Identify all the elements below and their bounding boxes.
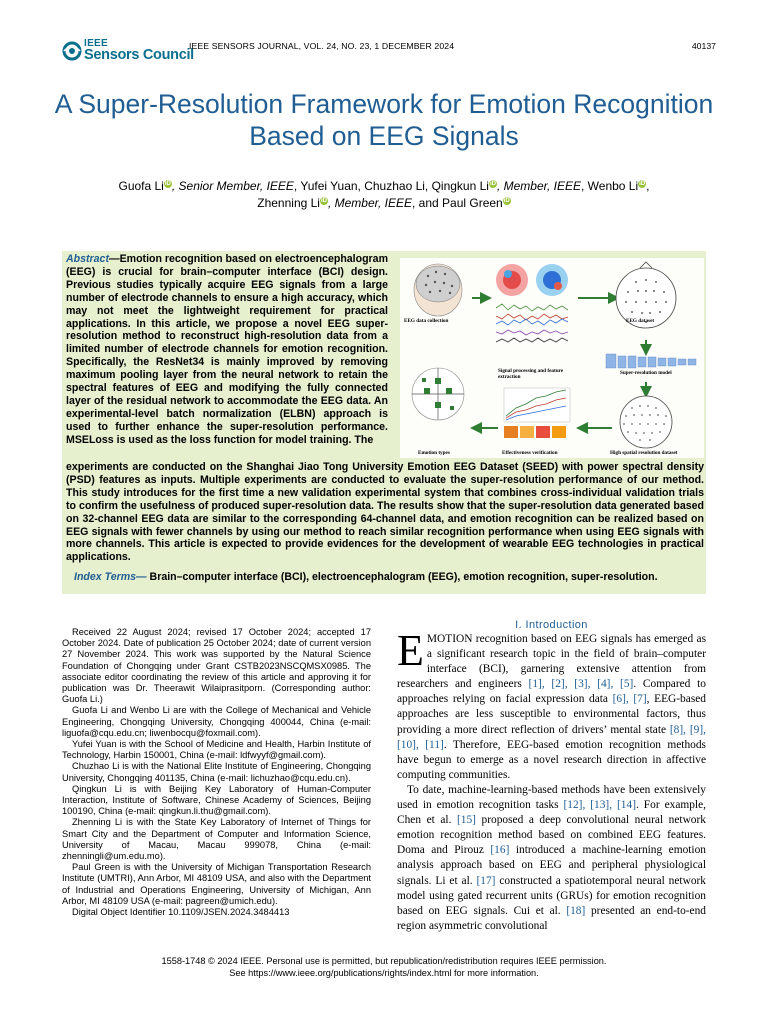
copyright-footer: [40, 956, 728, 979]
paper-title: A Super-Resolution Framework for Emotion Recognition Based on EEG Signals: [54, 89, 714, 151]
logo-swirl-icon: [62, 40, 82, 62]
graphical-abstract-figure: [400, 258, 704, 458]
footnote: Yufei Yuan is with the School of Medicine and Health, Harbin Institute of Technology, Harbin 150001, China (e-mail: ldfwyyf@gmail.com).: [62, 739, 371, 761]
logo-ieee-text: IEEE: [84, 38, 108, 49]
figure-label-effect: Effectiveness verification: [502, 450, 558, 456]
drop-cap: E: [397, 626, 424, 675]
index-terms-lead: Index Terms—: [74, 571, 147, 583]
ieee-sensors-council-logo: [62, 38, 194, 68]
section-heading: I. Introduction: [515, 619, 588, 631]
index-terms-text: Brain–computer interface (BCI), electroencephalogram (EEG), emotion recognition, super-resolution.: [146, 571, 658, 583]
figure-label-collection: EEG data collection: [404, 318, 449, 324]
citation-link[interactable]: [1], [2], [3], [4], [5]: [528, 678, 634, 691]
author-role: , Member, IEEE: [496, 179, 581, 193]
citation-link[interactable]: [17]: [476, 874, 496, 887]
footnote: Guofa Li and Wenbo Li are with the College of Mechanical and Vehicle Engineering, Chongqing University, Chongqing 400044, China (e-mail: liguofa@cqu.edu.cn; liwenbocqu@foxmail.com).: [62, 705, 371, 738]
author-name: , Yufei Yuan, Chuzhao Li, Qingkun Li: [293, 179, 489, 193]
author-name: Guofa Li: [118, 179, 164, 193]
orcid-icon[interactable]: iD: [320, 197, 327, 204]
introduction-body: [397, 626, 707, 934]
footnote: Chuzhao Li is with the National Elite Institute of Engineering, Chongqing University, Chongqing 401135, China (e-mail: lichuzhao@cqu.edu.cn).: [62, 761, 371, 783]
citation-link[interactable]: [12], [13], [14]: [563, 799, 636, 812]
figure-label-dataset: EEG dataset: [626, 318, 655, 324]
orcid-icon[interactable]: iD: [164, 181, 171, 187]
footnote-doi: Digital Object Identifier 10.1109/JSEN.2024.3484413: [72, 907, 290, 918]
intro-paragraph-1: EMOTION recognition based on EEG signals has emerged as a significant research topic in the field of brain–computer interface (BCI), garnering extensive attention from researchers and engineers [1], [2], [3], [4], [5]. Compared to approaches relying on facial expression data [6], [7], EEG-based approaches are less susceptible to environmental factors, thus providing a more direct reflection of drivers’ mental state [8], [9], [10], [11]. Therefore, EEG-based emotion recognition methods have begun to emerge as a novel research direction in affective computing communities.: [397, 626, 706, 781]
footnote: Received 22 August 2024; revised 17 October 2024; accepted 17 October 2024. Date of publication 25 October 2024; date of current version 27 November 2024. This work was supported by the Natural Science Foundation of Chongqing under Grant CSTB2023NSCQMSX0985. The associate editor coordinating the review of this article and approving it for publication was Dr. Theerawit Wilaiprasitporn. (Corresponding author: Guofa Li.): [62, 627, 371, 705]
orcid-icon[interactable]: iD: [503, 197, 510, 204]
figure-label-sr-model: Super-resolution model: [620, 370, 672, 376]
logo-council-text: Sensors Council: [84, 47, 194, 63]
figure-label-hr: High spatial resolution dataset: [610, 450, 678, 456]
footnote: Qingkun Li is with Beijing Key Laboratory of Human-Computer Interaction, Institute of Software, Chinese Academy of Sciences, Beijing 100190, China (e-mail: qingkun.li.thu@gmail.com).: [62, 783, 371, 817]
abstract-text-left: [66, 253, 388, 447]
abstract-body: —Emotion recognition based on electroencephalogram (EEG) is crucial for brain–computer interface (BCI) design. Previous studies typically acquire EEG signals from a large number of electrode channels to ensure a high accuracy, which may not meet the lightweight requirement for practical applications. In this article, we propose a novel EEG super-resolution method to reconstruct high-resolution data from a limited number of electrode channels for emotion recognition. Specifically, the ResNet34 is mainly improved by removing maximum pooling layer from the neural network to retain the spectral features of EEG and modifying the fully connected layer of the residual network to accommodate the EEG data. An experimental-level batch normalization (ELBN) approach is used to further enhance the super-resolution performance. MSELoss is used as the loss function for model training. The: [66, 253, 388, 446]
author-role: , Member, IEEE: [327, 195, 412, 210]
abstract-lead: Abstract: [66, 253, 109, 265]
citation-link[interactable]: [15]: [456, 814, 476, 827]
author-name: Zhenning Li: [257, 195, 320, 210]
author-name: , and Paul Green: [412, 195, 503, 210]
orcid-icon[interactable]: iD: [639, 181, 646, 187]
citation-link[interactable]: [16]: [490, 844, 510, 857]
figure-label-signal: Signal processing and feature extraction: [498, 368, 564, 380]
page-number: 40137: [691, 41, 716, 51]
citation-link[interactable]: [6], [7]: [612, 693, 647, 706]
index-terms: [74, 571, 704, 584]
footnotes: [62, 627, 371, 918]
figure-label-emotion: Emotion types: [418, 450, 450, 456]
running-head: IEEE SENSORS JOURNAL, VOL. 24, NO. 23, 1 DECEMBER 2024: [189, 41, 455, 51]
citation-link[interactable]: [8], [9], [10], [11]: [397, 723, 706, 751]
orcid-icon[interactable]: iD: [489, 181, 496, 187]
footnote: Paul Green is with the University of Michigan Transportation Research Institute (UMTRI), Ann Arbor, MI 48109 USA, and also with the Department of Industrial and Operations Engineering, University of Michigan, Ann Arbor, MI 48109 USA (e-mail: pagreen@umich.edu).: [62, 862, 371, 906]
abstract-text-full: experiments are conducted on the Shanghai Jiao Tong University Emotion EEG Dataset (SEED) with power spectral density (PSD) features as inputs. Multiple experiments are conducted to evaluate the super-resolution performance of our method. This study introduces for the first time a new validation experimental system that combines cross-individual validation trials to confirm the usefulness of produced super-resolution data. The results show that the super-resolution data generated based on 32-channel EEG data are similar to the corresponding 64-channel data, and emotion recognition can be realized based on EEG signals with fewer channels by using our method to reach similar recognition performance when using EEG signals with more channels. This article is expected to provide evidences for the development of wearable EEG technologies in practical applications.: [66, 461, 704, 564]
figure-drawing: [400, 258, 704, 458]
footnote: Zhenning Li is with the State Key Laboratory of Internet of Things for Smart City and the Department of Computer and Information Science, University of Macau, Macau 999078, China (e-mail: zhenningli@um.edu.mo).: [62, 817, 371, 862]
rights-link-line[interactable]: See https://www.ieee.org/publications/rights/index.html for more information.: [229, 967, 539, 978]
author-list: Guofa LiiD, Senior Member, IEEE, Yufei Yuan, Chuzhao Li, Qingkun LiiD, Member, IEEE, Wenbo LiiD, Zhenning LiiD, Member, IEEE, and Paul GreeniD: [118, 179, 650, 210]
citation-link[interactable]: [18]: [566, 904, 586, 917]
intro-paragraph-2: To date, machine-learning-based methods have been extensively used in emotion recognition tasks [12], [13], [14]. For example, Chen et al. [15] proposed a deep convolutional neural network emotion recognition method based on combined EEG features. Doma and Pirouz [16] introduced a machine-learning emotion analysis approach based on EEG and peripheral physiological signals. Li et al. [17] constructed a spatiotemporal neural network model using gated recurrent units (GRUs) for emotion recognition based on EEG signals. Cui et al. [18] presented an end-to-end region asymmetric convolutional: [397, 783, 707, 932]
author-role: , Senior Member, IEEE: [171, 179, 294, 193]
author-name: , Wenbo Li: [581, 179, 639, 193]
copyright-line: 1558-1748 © 2024 IEEE. Personal use is permitted, but republication/redistribution requires IEEE permission.: [161, 956, 607, 966]
